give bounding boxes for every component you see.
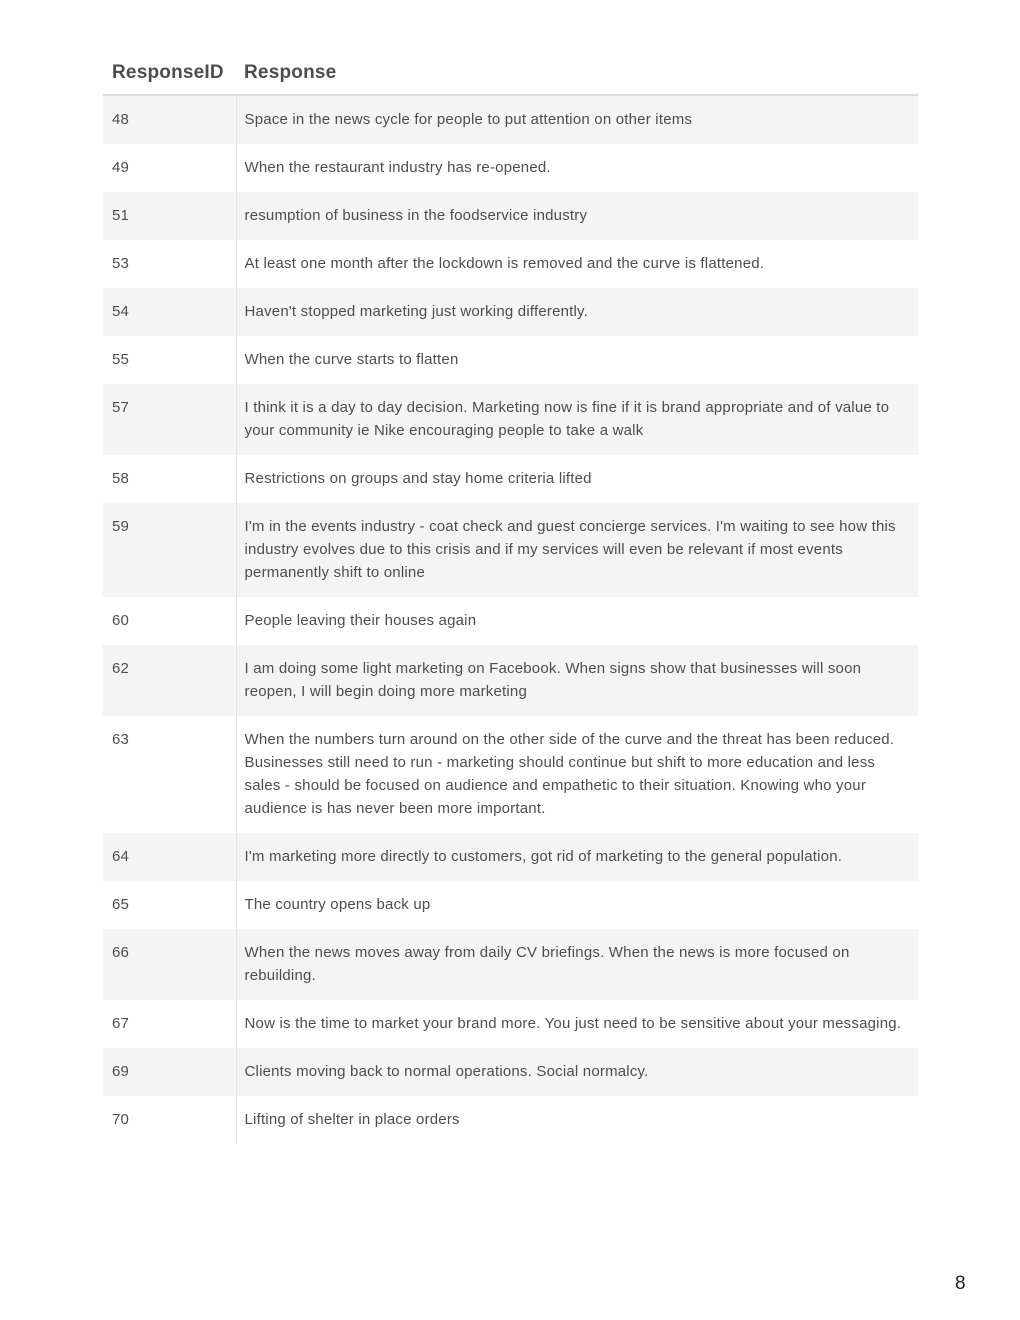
response-id-cell: 66 [103,929,236,1000]
table-row [103,503,918,597]
response-id-cell: 62 [103,645,236,716]
table-row [103,597,918,645]
table-row [103,881,918,929]
page-number: 8 [955,1273,966,1294]
response-cell: I am doing some light marketing on Facebook. When signs show that businesses will soon reopen, I will begin doing more marketing [236,645,918,716]
response-cell: I'm in the events industry - coat check and guest concierge services. I'm waiting to see how this industry evolves due to this crisis and if my services will even be relevant if most events permanently shift to online [236,503,918,597]
response-cell: Clients moving back to normal operations. Social normalcy. [236,1048,918,1096]
response-cell: At least one month after the lockdown is removed and the curve is flattened. [236,240,918,288]
response-id-cell: 49 [103,144,236,192]
response-id-cell: 65 [103,881,236,929]
table-row [103,384,918,455]
table-row [103,929,918,1000]
response-cell: I think it is a day to day decision. Marketing now is fine if it is brand appropriate and of value to your community ie Nike encouraging people to take a walk [236,384,918,455]
table-header [103,52,918,95]
table-row [103,1048,918,1096]
table-row [103,1096,918,1144]
response-id-cell: 70 [103,1096,236,1144]
responses-table [103,52,918,1144]
response-id-cell: 59 [103,503,236,597]
document-page [103,52,918,1144]
response-id-cell: 57 [103,384,236,455]
response-id-cell: 51 [103,192,236,240]
table-row [103,1000,918,1048]
response-cell: Lifting of shelter in place orders [236,1096,918,1144]
response-id-cell: 63 [103,716,236,833]
response-cell: People leaving their houses again [236,597,918,645]
response-cell: I'm marketing more directly to customers, got rid of marketing to the general population. [236,833,918,881]
response-id-cell: 60 [103,597,236,645]
table-row [103,95,918,144]
header-response: Response [236,52,918,95]
response-id-cell: 67 [103,1000,236,1048]
table-body [103,95,918,1144]
response-id-cell: 69 [103,1048,236,1096]
response-cell: Restrictions on groups and stay home criteria lifted [236,455,918,503]
table-row [103,144,918,192]
response-cell: Haven't stopped marketing just working differently. [236,288,918,336]
response-id-cell: 55 [103,336,236,384]
header-row [103,52,918,95]
response-id-cell: 58 [103,455,236,503]
table-row [103,716,918,833]
response-id-cell: 64 [103,833,236,881]
response-id-cell: 48 [103,95,236,144]
response-cell: When the curve starts to flatten [236,336,918,384]
table-row [103,455,918,503]
table-row [103,240,918,288]
response-id-cell: 53 [103,240,236,288]
table-row [103,192,918,240]
response-cell: Now is the time to market your brand more. You just need to be sensitive about your messaging. [236,1000,918,1048]
table-row [103,336,918,384]
response-cell: When the restaurant industry has re-opened. [236,144,918,192]
response-cell: resumption of business in the foodservice industry [236,192,918,240]
response-id-cell: 54 [103,288,236,336]
header-response-id: ResponseID [103,52,236,95]
response-cell: When the news moves away from daily CV briefings. When the news is more focused on rebuilding. [236,929,918,1000]
response-cell: Space in the news cycle for people to put attention on other items [236,95,918,144]
table-row [103,833,918,881]
table-row [103,645,918,716]
response-cell: The country opens back up [236,881,918,929]
response-cell: When the numbers turn around on the other side of the curve and the threat has been reduced. Businesses still need to run - marketing should continue but shift to more education and less sales - should be focused on audience and empathetic to their situation. Knowing who your audience is has never been more important. [236,716,918,833]
table-row [103,288,918,336]
